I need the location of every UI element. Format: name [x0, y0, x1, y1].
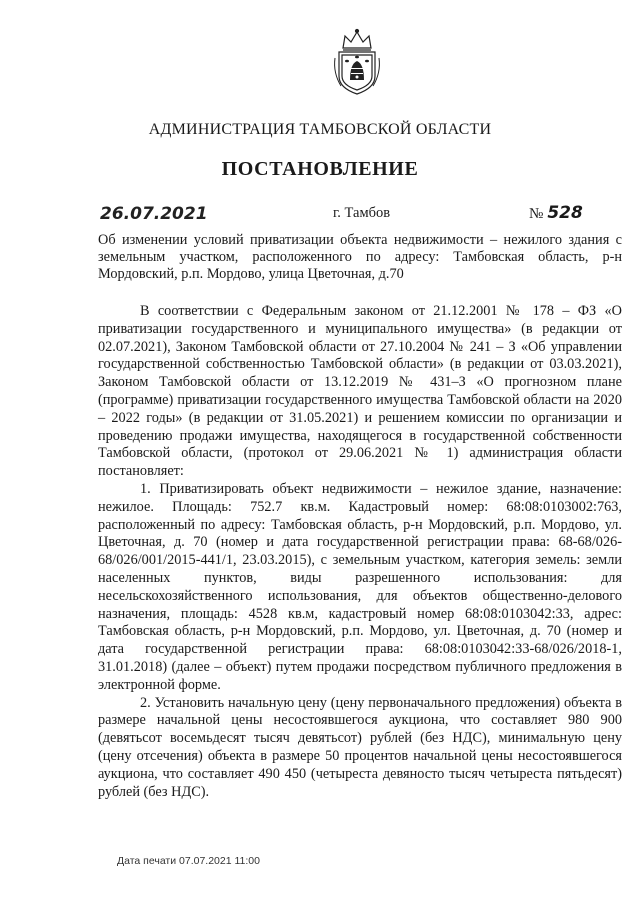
print-date: Дата печати 07.07.2021 11:00	[117, 855, 260, 867]
number-value: 528	[547, 203, 583, 223]
authority-name: АДМИНИСТРАЦИЯ ТАМБОВСКОЙ ОБЛАСТИ	[148, 121, 492, 138]
item-2-paragraph: 2. Установить начальную цену (цену первоначального предложения) объекта в размере начальной цены несостоявшегося аукциона, что составляет 980 900 (девятьсот восемьдесят тысяч девятьсот) рублей (без НДС), минимальную цену (цену отсечения) объекта в размере 50 процентов начальной цены несостоявшегося аукциона, что составляет 490 450 (четыреста девяносто тысяч четыреста пятьдесят) рублей (без НДС).	[98, 694, 622, 800]
document-number	[529, 203, 583, 223]
document-body	[98, 303, 622, 801]
document-date: 26.07.2021	[100, 204, 208, 224]
number-sign: №	[529, 206, 544, 222]
document-title: ПОСТАНОВЛЕНИЕ	[221, 158, 419, 180]
item-1-paragraph: 1. Приватизировать объект недвижимости – нежилое здание, назначение: нежилое. Площадь: 752.7 кв.м. Кадастровый номер: 68:08:0103002:763, расположенный по адресу: Тамбовская область, р-н Мордовский, р.п. Мордово, ул. Цветочная, д. 70 (номер и дата государственной регистрации права: 68-68/026-68/026/001/2015-441/1, 23.03.2015), с земельным участком, категория земель: земли населенных пунктов, виды разрешенного использования: для несельскохозяйственного использования, для объектов общественно-делового назначения, площадь: 4528 кв.м, кадастровый номер 68:08:0103042:33, адрес: Тамбовская область, р-н Мордовский, р.п. Мордово, ул. Цветочная, д. 70 (номер и дата государственной регистрации права: 68:08:0103042:33-68/026/2018-1, 31.01.2018) (далее – объект) путем продажи посредством публичного предложения в электронной форме.	[98, 480, 622, 693]
document-city: г. Тамбов	[333, 205, 391, 221]
document-subject: Об изменении условий приватизации объекта недвижимости – нежилого здания с земельным участком, расположенного по адресу: Тамбовская область, р-н Мордовский, р.п. Мордово, улица Цветочная, д.70	[98, 232, 622, 282]
coat-of-arms-icon	[331, 28, 383, 96]
preamble-paragraph: В соответствии с Федеральным законом от 21.12.2001 № 178 – ФЗ «О приватизации государственного и муниципального имущества» (в редакции от 02.07.2021), Законом Тамбовской области от 27.10.2004 № 241 – З «Об управлении государственной собственностью Тамбовской области» (в редакции от 03.03.2021), Законом Тамбовской области от 13.12.2019 № 431–З «О прогнозном плане (программе) приватизации государственного имущества Тамбовской области на 2020 – 2022 годы» (в редакции от 31.05.2021) и решением комиссии по организации и проведению продажи имущества, находящегося в государственной собственности Тамбовской области, (протокол от 29.06.2021 № 1) администрация области постановляет:	[98, 303, 622, 480]
